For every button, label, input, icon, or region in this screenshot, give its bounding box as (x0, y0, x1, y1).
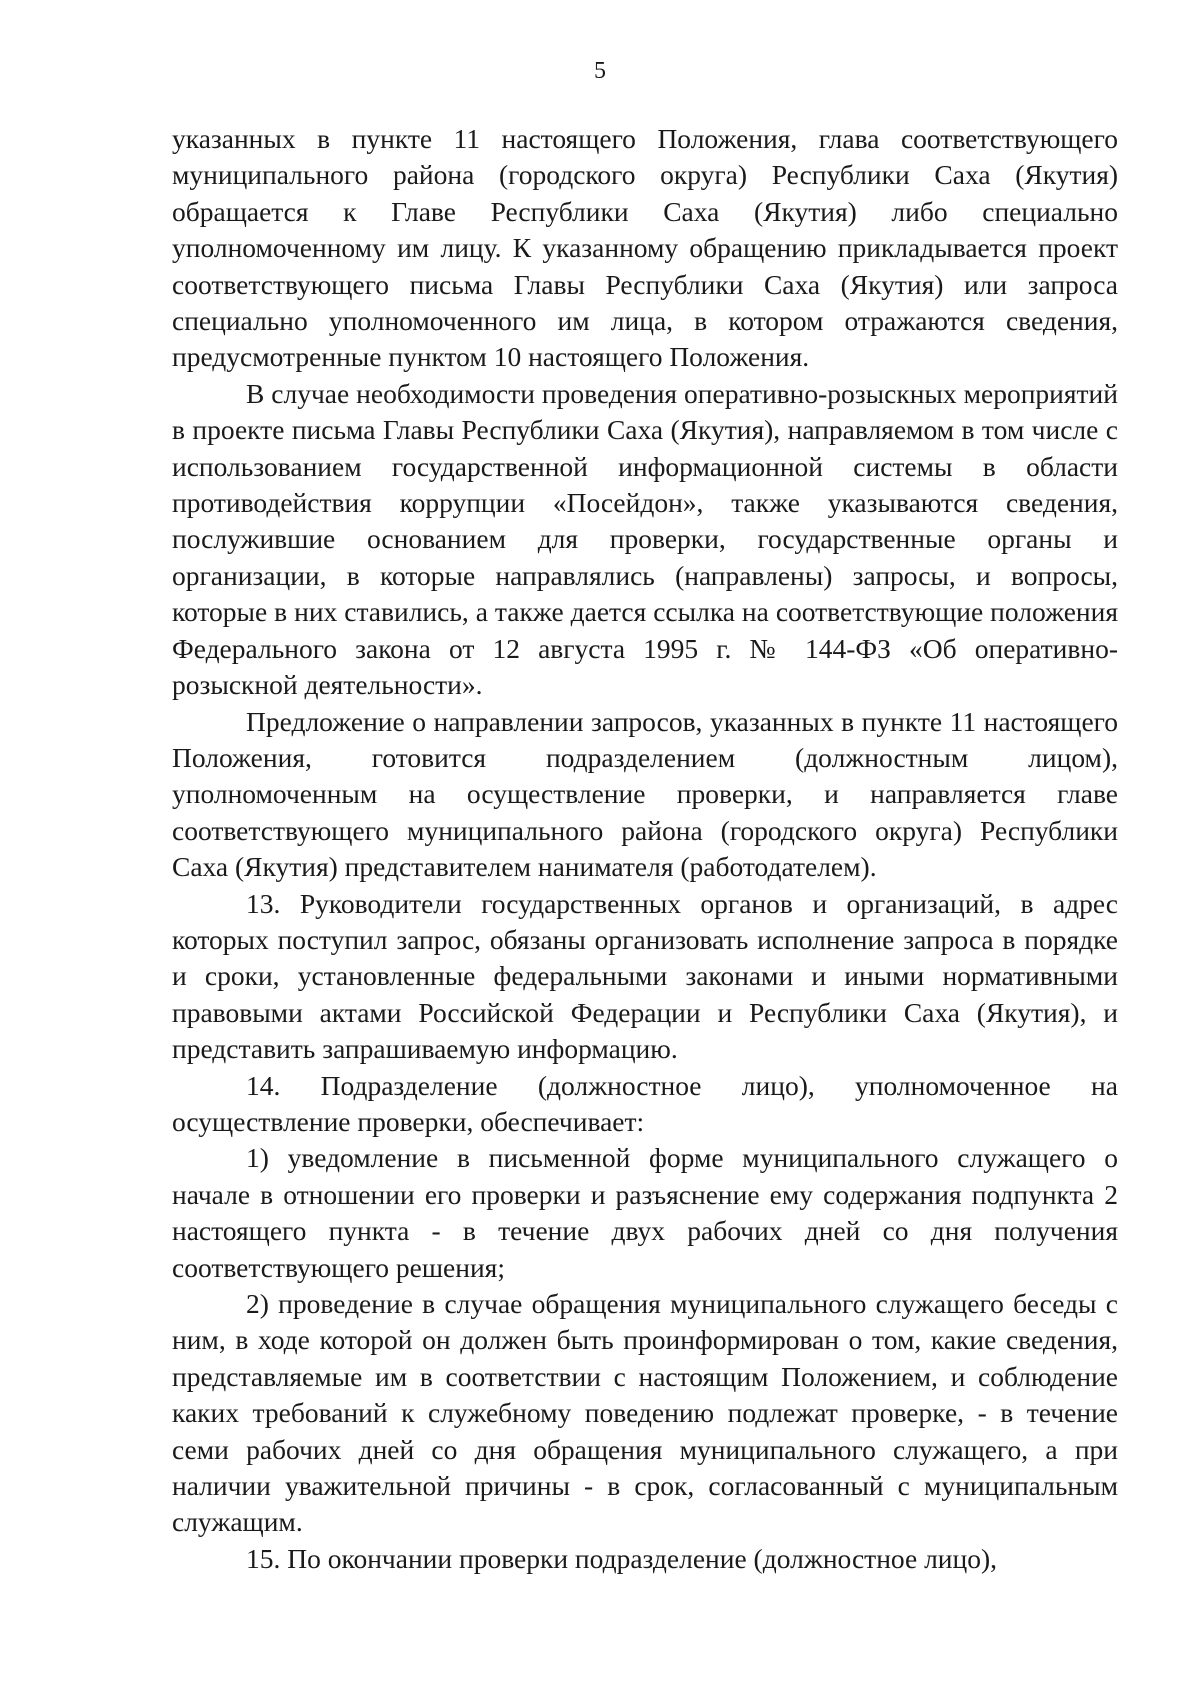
paragraph-item-13: 13. Руководители государственных органов и организаций, в адрес которых поступил запрос, обязаны организовать исполнение запроса в порядке и сроки, установленные федеральными законами и иными нормативными правовыми актами Российской Федерации и Республики Саха (Якутия), и представить запрашиваемую информацию. (172, 887, 1118, 1065)
paragraph-item-15: 15. По окончании проверки подразделение (должностное лицо), (246, 1542, 998, 1574)
paragraph-continuation: указанных в пункте 11 настоящего Положения, глава соответствующего муниципального района (городского округа) Республики Саха (Якутия) обращается к Главе Республики Саха (Якутия) либо специально уполномоченному им лицу. К указанному обращению прикладывается проект соответствующего письма Главы Республики Саха (Якутия) или запроса специально уполномоченного им лица, в котором отражаются сведения, предусмотренные пунктом 10 настоящего Положения. (172, 123, 1118, 373)
paragraph-subitem-1: 1) уведомление в письменной форме муниципального служащего о начале в отношении его проверки и разъяснение ему содержания подпункта 2 настоящего пункта - в течение двух рабочих дней со дня получения соответствующего решения; (172, 1142, 1118, 1283)
document-body (172, 121, 1118, 1577)
paragraph-operational-search: В случае необходимости проведения оперативно-розыскных мероприятий в проекте письма Главы Республики Саха (Якутия), направляемом в том числе с использованием государственной информационной системы в области противодействия коррупции «Посейдон», также указываются сведения, послужившие основанием для проверки, государственные органы и организации, в которые направлялись (направлены) запросы, и вопросы, которые в них ставились, а также дается ссылка на соответствующие положения Федерального закона от 12 августа 1995 г. № 144-ФЗ «Об оперативно-розыскной деятельности». (172, 377, 1118, 701)
paragraph-subitem-2: 2) проведение в случае обращения муниципального служащего беседы с ним, в ходе которой он должен быть проинформирован о том, какие сведения, представляемые им в соответствии с настоящим Положением, и соблюдение каких требований к служебному поведению подлежат проверке, - в течение семи рабочих дней со дня обращения муниципального служащего, а при наличии уважительной причины - в срок, согласованный с муниципальным служащим. (172, 1288, 1118, 1538)
paragraph-item-14: 14. Подразделение (должностное лицо), уполномоченное на осуществление проверки, обеспечивает: (172, 1069, 1118, 1137)
page-number: 5 (594, 58, 606, 84)
paragraph-request-proposal: Предложение о направлении запросов, указанных в пункте 11 настоящего Положения, готовится подразделением (должностным лицом), уполномоченным на осуществление проверки, и направляется главе соответствующего муниципального района (городского округа) Республики Саха (Якутия) представителем нанимателя (работодателем). (172, 705, 1118, 883)
